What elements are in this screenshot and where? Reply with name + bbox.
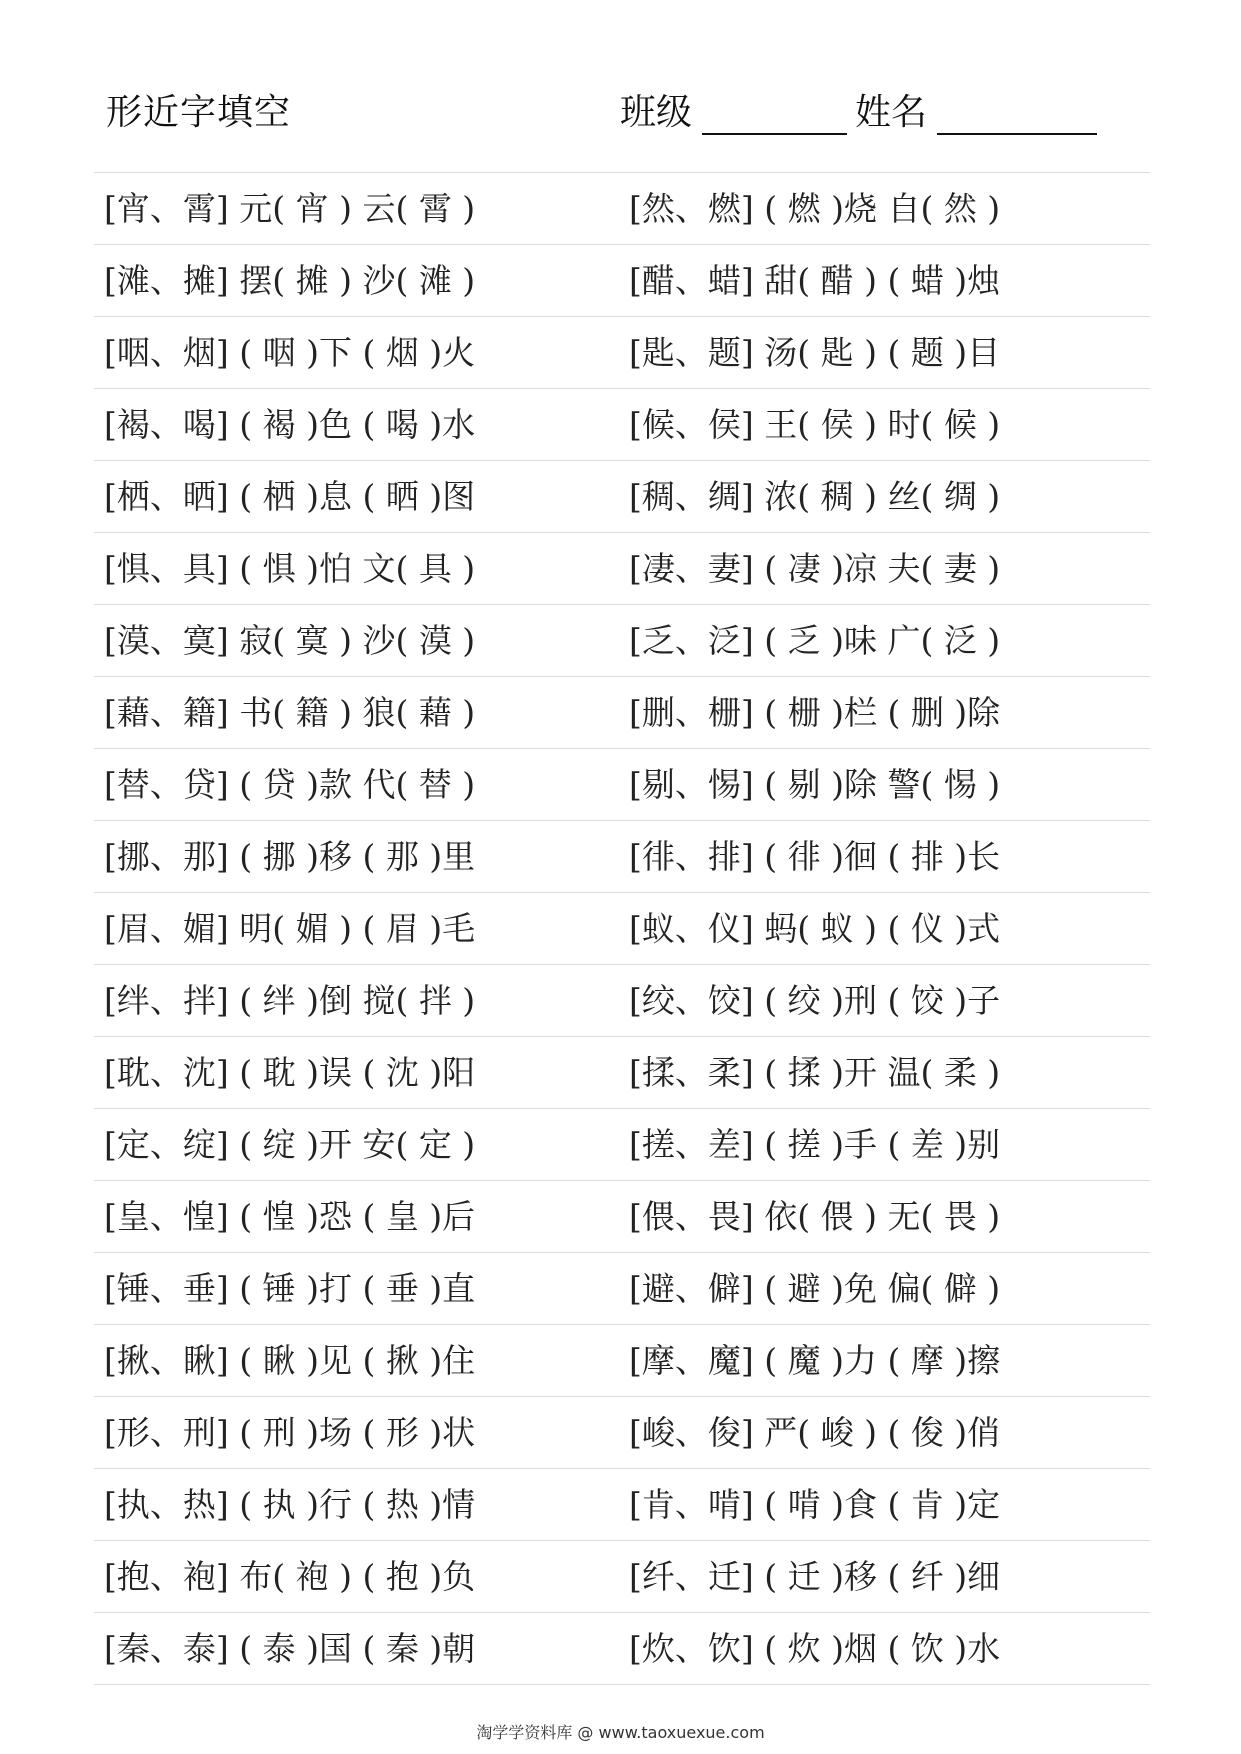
exercise-row bbox=[94, 893, 1150, 965]
exercise-item-right: [揉、柔] ( 揉 )开 温( 柔 ) bbox=[629, 1053, 1001, 1092]
exercise-item-right: [徘、排] ( 徘 )徊 ( 排 )长 bbox=[629, 837, 1001, 876]
exercise-item-right: [凄、妻] ( 凄 )凉 夫( 妻 ) bbox=[629, 549, 1001, 588]
exercise-item-right: [蚁、仪] 蚂( 蚁 ) ( 仪 )式 bbox=[629, 909, 1001, 948]
class-blank-line[interactable] bbox=[702, 97, 847, 135]
exercise-row bbox=[94, 605, 1150, 677]
exercise-item-left: [挪、那] ( 挪 )移 ( 那 )里 bbox=[104, 837, 476, 876]
exercise-row bbox=[94, 965, 1150, 1037]
exercise-item-left: [替、贷] ( 贷 )款 代( 替 ) bbox=[104, 765, 476, 804]
exercise-item-right: [候、侯] 王( 侯 ) 时( 候 ) bbox=[629, 405, 1001, 444]
exercise-item-left: [滩、摊] 摆( 摊 ) 沙( 滩 ) bbox=[104, 261, 476, 300]
exercise-item-left: [漠、寞] 寂( 寞 ) 沙( 漠 ) bbox=[104, 621, 476, 660]
worksheet-header bbox=[0, 0, 1241, 170]
exercise-row bbox=[94, 461, 1150, 533]
exercise-item-right: [炊、饮] ( 炊 )烟 ( 饮 )水 bbox=[629, 1629, 1001, 1668]
exercise-item-left: [形、刑] ( 刑 )场 ( 形 )状 bbox=[104, 1413, 476, 1452]
exercise-item-right: [删、栅] ( 栅 )栏 ( 删 )除 bbox=[629, 693, 1001, 732]
exercise-item-right: [乏、泛] ( 乏 )味 广( 泛 ) bbox=[629, 621, 1001, 660]
exercise-row bbox=[94, 749, 1150, 821]
exercise-row bbox=[94, 1397, 1150, 1469]
exercise-item-left: [定、绽] ( 绽 )开 安( 定 ) bbox=[104, 1125, 476, 1164]
name-label: 姓名 bbox=[855, 92, 928, 133]
exercise-item-right: [峻、俊] 严( 峻 ) ( 俊 )俏 bbox=[629, 1413, 1001, 1452]
exercise-item-left: [绊、拌] ( 绊 )倒 搅( 拌 ) bbox=[104, 981, 476, 1020]
class-field bbox=[620, 84, 847, 135]
exercise-row bbox=[94, 245, 1150, 317]
exercise-item-left: [执、热] ( 执 )行 ( 热 )情 bbox=[104, 1485, 476, 1524]
class-label: 班级 bbox=[620, 92, 693, 133]
exercise-item-right: [然、燃] ( 燃 )烧 自( 然 ) bbox=[629, 189, 1001, 228]
exercise-item-left: [秦、泰] ( 泰 )国 ( 秦 )朝 bbox=[104, 1629, 476, 1668]
exercise-row bbox=[94, 1325, 1150, 1397]
exercise-item-right: [绞、饺] ( 绞 )刑 ( 饺 )子 bbox=[629, 981, 1001, 1020]
exercise-item-left: [惧、具] ( 惧 )怕 文( 具 ) bbox=[104, 549, 476, 588]
exercise-item-left: [揪、瞅] ( 瞅 )见 ( 揪 )住 bbox=[104, 1341, 476, 1380]
exercise-row bbox=[94, 821, 1150, 893]
exercise-row bbox=[94, 1469, 1150, 1541]
exercise-item-right: [醋、蜡] 甜( 醋 ) ( 蜡 )烛 bbox=[629, 261, 1001, 300]
exercise-item-left: [皇、惶] ( 惶 )恐 ( 皇 )后 bbox=[104, 1197, 476, 1236]
exercise-item-right: [剔、惕] ( 剔 )除 警( 惕 ) bbox=[629, 765, 1001, 804]
exercise-row bbox=[94, 317, 1150, 389]
exercise-item-left: [藉、籍] 书( 籍 ) 狼( 藉 ) bbox=[104, 693, 476, 732]
exercise-item-left: [栖、晒] ( 栖 )息 ( 晒 )图 bbox=[104, 477, 476, 516]
exercise-row bbox=[94, 677, 1150, 749]
name-blank-line[interactable] bbox=[937, 97, 1097, 135]
exercise-item-left: [抱、袍] 布( 袍 ) ( 抱 )负 bbox=[104, 1557, 476, 1596]
exercise-rows bbox=[94, 172, 1150, 1685]
exercise-item-right: [避、僻] ( 避 )免 偏( 僻 ) bbox=[629, 1269, 1001, 1308]
exercise-item-right: [稠、绸] 浓( 稠 ) 丝( 绸 ) bbox=[629, 477, 1001, 516]
exercise-row bbox=[94, 1541, 1150, 1613]
exercise-item-left: [咽、烟] ( 咽 )下 ( 烟 )火 bbox=[104, 333, 476, 372]
exercise-item-right: [偎、畏] 依( 偎 ) 无( 畏 ) bbox=[629, 1197, 1001, 1236]
exercise-item-right: [搓、差] ( 搓 )手 ( 差 )别 bbox=[629, 1125, 1001, 1164]
exercise-row bbox=[94, 1613, 1150, 1685]
name-field bbox=[855, 84, 1097, 135]
exercise-row bbox=[94, 1253, 1150, 1325]
exercise-row bbox=[94, 1109, 1150, 1181]
footer-watermark: 淘学学资料库 @ www.taoxuexue.com bbox=[476, 1723, 765, 1742]
exercise-item-right: [匙、题] 汤( 匙 ) ( 题 )目 bbox=[629, 333, 1001, 372]
exercise-item-left: [耽、沈] ( 耽 )误 ( 沈 )阳 bbox=[104, 1053, 476, 1092]
exercise-item-right: [摩、魔] ( 魔 )力 ( 摩 )擦 bbox=[629, 1341, 1001, 1380]
exercise-row bbox=[94, 1037, 1150, 1109]
exercise-item-right: [肯、啃] ( 啃 )食 ( 肯 )定 bbox=[629, 1485, 1001, 1524]
exercise-item-left: [锤、垂] ( 锤 )打 ( 垂 )直 bbox=[104, 1269, 476, 1308]
exercise-item-left: [眉、媚] 明( 媚 ) ( 眉 )毛 bbox=[104, 909, 476, 948]
exercise-row bbox=[94, 389, 1150, 461]
exercise-item-right: [纤、迁] ( 迁 )移 ( 纤 )细 bbox=[629, 1557, 1001, 1596]
worksheet-title: 形近字填空 bbox=[106, 92, 292, 133]
exercise-item-left: [宵、霄] 元( 宵 ) 云( 霄 ) bbox=[104, 189, 476, 228]
exercise-row bbox=[94, 533, 1150, 605]
exercise-item-left: [褐、喝] ( 褐 )色 ( 喝 )水 bbox=[104, 405, 476, 444]
exercise-row bbox=[94, 1181, 1150, 1253]
exercise-row bbox=[94, 173, 1150, 245]
